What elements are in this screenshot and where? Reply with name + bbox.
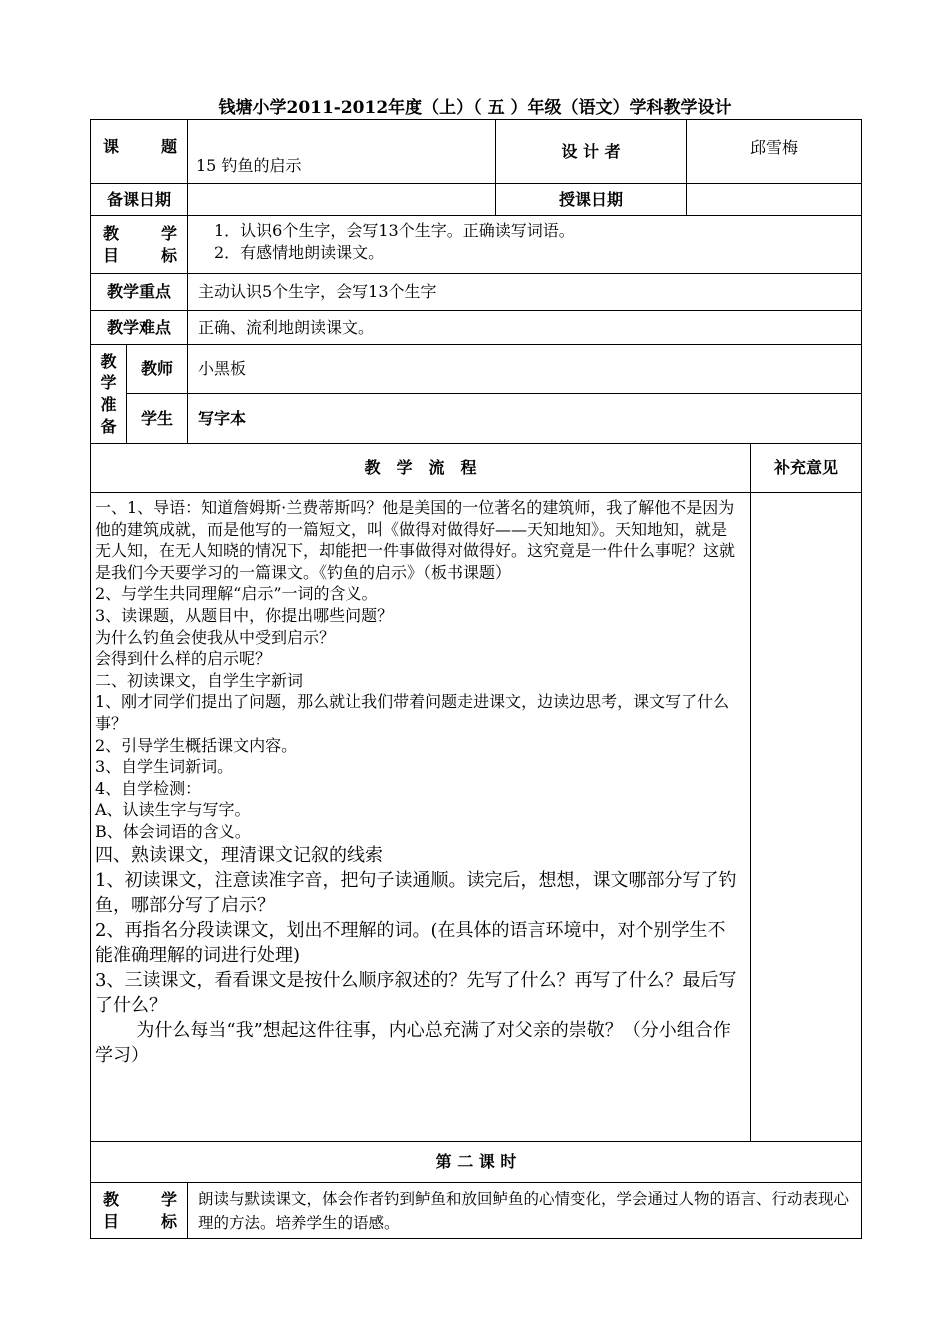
second-goals-value: 朗读与默读课文，体会作者钓到鲈鱼和放回鲈鱼的心情变化，学会通过人物的语言、行动表现心理的方法。培养学生的语感。 [188, 1183, 862, 1239]
topic-value-cell [188, 120, 496, 184]
second-goals-label-char: 目 [103, 1211, 120, 1231]
designer-label: 设 计 者 [496, 120, 687, 184]
prep-label-char: 学 [100, 373, 117, 393]
teach-date-label: 授课日期 [496, 184, 687, 216]
difficulty-row [91, 311, 862, 345]
flow-content-row [91, 493, 862, 1142]
topic-label-cell [91, 120, 188, 184]
topic-row [91, 120, 862, 184]
flow-line-big: 四、熟读课文，理清课文记叙的线索 [95, 844, 383, 866]
second-lesson-label: 第 二 课 时 [91, 1142, 862, 1183]
date-row [91, 184, 862, 216]
flow-line-big: 3、三读课文，看看课文是按什么顺序叙述的？先写了什么？再写了什么？最后写了什么？ [95, 969, 737, 1016]
key-point-row [91, 274, 862, 311]
flow-line: 2、与学生共同理解“启示”一词的含义。 [95, 584, 378, 604]
prep-label-char: 教 [100, 351, 117, 371]
goals-value-cell [188, 216, 862, 274]
difficulty-label: 教学难点 [91, 311, 188, 345]
prep-date-value [188, 184, 496, 216]
key-point-value: 主动认识5个生字，会写13个生字 [188, 274, 862, 311]
designer-value: 邱雪梅 [687, 120, 862, 184]
flow-line: 为什么钓鱼会使我从中受到启示？ [95, 627, 336, 647]
flow-line-big: 为什么每当“我”想起这件往事，内心总充满了对父亲的崇敬？（分小组合作学习） [95, 1019, 731, 1066]
goals-label-char: 标 [160, 245, 177, 265]
flow-content [91, 493, 751, 1142]
goals-label-char: 目 [103, 245, 120, 265]
goals-label-cell [91, 216, 188, 274]
second-goals-label-char: 学 [160, 1189, 177, 1209]
second-lesson-row [91, 1142, 862, 1183]
prep-label-cell [91, 345, 127, 444]
difficulty-value: 正确、流利地朗读课文。 [188, 311, 862, 345]
goals-row [91, 216, 862, 274]
flow-line-big: 2、再指名分段读课文，划出不理解的词。(在具体的语言环境中，对个别学生不能准确理解的词进行处理) [95, 919, 726, 966]
topic-value: 15 钓鱼的启示 [196, 156, 302, 176]
prep-label-char: 准 [100, 395, 117, 414]
flow-line: 3、读课题，从题目中，你提出哪些问题？ [95, 605, 394, 625]
prep-date-label: 备课日期 [91, 184, 188, 216]
flow-line: 会得到什么样的启示呢？ [95, 649, 272, 669]
topic-label-char: 课 [103, 137, 120, 156]
notes-label: 补充意见 [751, 444, 862, 493]
key-point-label: 教学重点 [91, 274, 188, 311]
flow-line: 2、引导学生概括课文内容。 [95, 735, 298, 755]
second-goals-label-cell [91, 1183, 188, 1239]
goal-item: 2．有感情地朗读课文。 [214, 242, 385, 262]
prep-student-value: 写字本 [188, 394, 862, 444]
topic-label-char: 题 [160, 137, 177, 156]
lesson-plan-table [90, 119, 862, 1239]
second-goals-label-char: 教 [103, 1189, 120, 1209]
second-goals-row [91, 1183, 862, 1239]
flow-line: 4、自学检测： [95, 778, 202, 798]
page-title: 钱塘小学2011-2012年度（上）（ 五 ）年级（语文）学科教学设计 [218, 98, 732, 118]
flow-line: B、体会词语的含义。 [95, 821, 251, 841]
prep-student-label: 学生 [127, 394, 188, 444]
prep-label-char: 备 [100, 416, 117, 436]
prep-teacher-value: 小黑板 [188, 345, 862, 394]
goals-label-char: 学 [160, 223, 177, 243]
flow-line-big: 1、初读课文，注意读准字音，把句子读通顺。读完后，想想，课文哪部分写了钓鱼，哪部分写了启示？ [95, 869, 737, 916]
goals-label-char: 教 [103, 223, 120, 243]
notes-content [751, 493, 862, 1142]
flow-header-row [91, 444, 862, 493]
flow-line: 二、初读课文，自学生字新词 [95, 670, 304, 690]
prep-student-row [91, 394, 862, 444]
prep-teacher-label: 教师 [127, 345, 188, 394]
goal-item: 1．认识6个生字，会写13个生字。正确读写词语。 [214, 221, 575, 240]
flow-line: A、认读生字与写字。 [95, 800, 251, 820]
prep-teacher-row [91, 345, 862, 394]
flow-line: 1、刚才同学们提出了问题，那么就让我们带着问题走进课文，边读边思考，课文写了什么事？ [95, 692, 730, 733]
flow-line: 3、自学生词新词。 [95, 757, 234, 777]
flow-line: 一、1、导语：知道詹姆斯·兰费蒂斯吗？他是美国的一位著名的建筑师，我了解他不是因为他的建筑成就，而是他写的一篇短文，叫《做得对做得好——天知地知》。天知地知，就是无人知，在无人知晓的情况下，却能把一件事做得对做得好。这究竟是一件什么事呢？这就是我们今天要学习的一篇课文。《钓鱼的启示》（板书课题） [95, 498, 736, 582]
flow-label: 教 学 流 程 [91, 444, 751, 493]
teach-date-value [687, 184, 862, 216]
second-goals-label-char: 标 [160, 1211, 177, 1231]
